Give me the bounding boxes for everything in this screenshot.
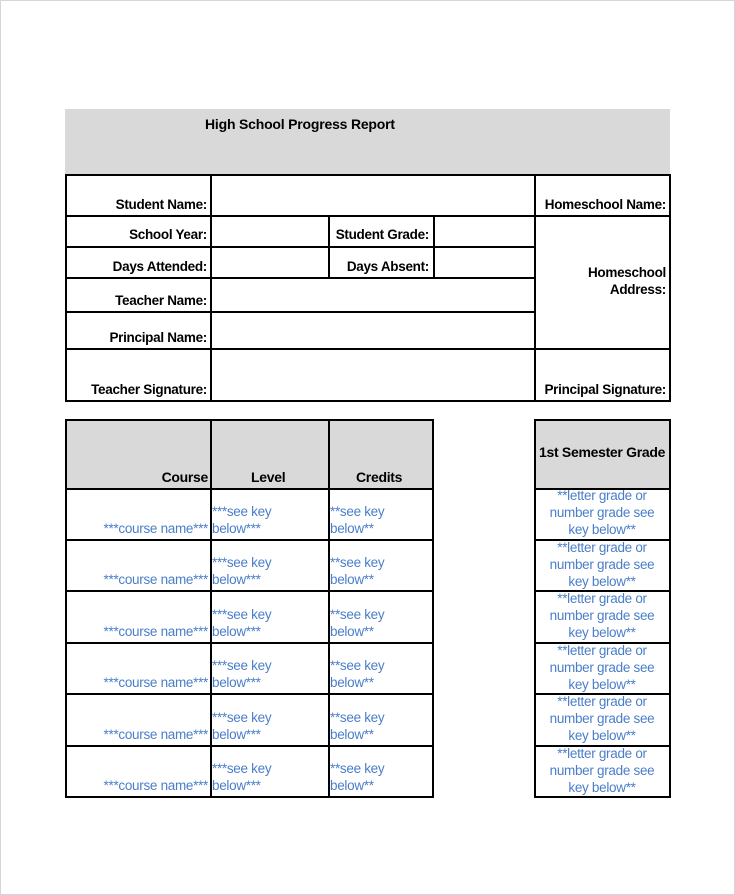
credits-placeholder-line2: below** xyxy=(330,675,374,690)
grade-placeholder-line2: number grade see xyxy=(549,608,655,623)
grade-placeholder-line3: key below** xyxy=(568,522,636,537)
grade-placeholder-line1: **letter grade or xyxy=(557,591,647,606)
grade-placeholder xyxy=(536,745,668,796)
grade-placeholder-line2: number grade see xyxy=(549,505,655,520)
credits-placeholder-line1: **see key xyxy=(330,504,385,519)
grade-placeholder xyxy=(536,693,668,744)
label-principal-name: Principal Name: xyxy=(109,330,207,345)
info-row-line-4 xyxy=(65,311,536,313)
info-row-line-3 xyxy=(65,277,536,279)
level-placeholder-line2: below*** xyxy=(212,572,261,587)
grades-header-line xyxy=(65,488,434,490)
level-placeholder-line1: ***see key xyxy=(212,555,272,570)
grade-placeholder xyxy=(536,590,668,641)
course-name-placeholder: ***course name*** xyxy=(103,778,208,793)
info-divider-labels xyxy=(210,174,212,402)
grades-border-bottom xyxy=(65,796,434,798)
info-border-left xyxy=(65,174,67,402)
grade-placeholder-line2: number grade see xyxy=(549,660,655,675)
header-semester-grade: 1st Semester Grade xyxy=(539,444,666,460)
label-student-grade: Student Grade: xyxy=(335,227,429,242)
course-name-placeholder: ***course name*** xyxy=(103,727,208,742)
grade-placeholder-line1: **letter grade or xyxy=(557,694,647,709)
grades-row-line xyxy=(65,642,434,644)
label-days-absent: Days Absent: xyxy=(346,259,429,274)
info-border-bottom xyxy=(65,400,671,402)
info-border-right xyxy=(669,174,671,402)
course-name-placeholder: ***course name*** xyxy=(103,521,208,536)
grade-placeholder xyxy=(536,539,668,590)
level-placeholder-line2: below*** xyxy=(212,521,261,536)
grades-row-line xyxy=(65,745,434,747)
grade-placeholder-line1: **letter grade or xyxy=(557,488,647,503)
label-principal-signature: Principal Signature: xyxy=(544,382,666,397)
info-border-top xyxy=(65,174,671,176)
level-placeholder-line2: below*** xyxy=(212,778,261,793)
label-homeschool-address-2: Address: xyxy=(609,282,666,297)
grade-placeholder-line1: **letter grade or xyxy=(557,643,647,658)
grade-placeholder-line1: **letter grade or xyxy=(557,746,647,761)
grades-border-top xyxy=(65,419,434,421)
credits-placeholder-line1: **see key xyxy=(330,607,385,622)
title-band xyxy=(65,109,670,174)
info-divider-right xyxy=(534,174,536,402)
credits-placeholder-line2: below** xyxy=(330,572,374,587)
level-placeholder-line1: ***see key xyxy=(212,761,272,776)
credits-placeholder-line1: **see key xyxy=(330,658,385,673)
grades-row-line xyxy=(65,693,434,695)
grade-placeholder-line2: number grade see xyxy=(549,557,655,572)
grades-row-line xyxy=(65,539,434,541)
header-level: Level xyxy=(251,469,286,485)
level-placeholder-line2: below*** xyxy=(212,624,261,639)
level-placeholder-line2: below*** xyxy=(212,727,261,742)
label-homeschool-name: Homeschool Name: xyxy=(544,197,666,212)
grade-placeholder-line3: key below** xyxy=(568,625,636,640)
credits-placeholder-line2: below** xyxy=(330,778,374,793)
grade-placeholder-line3: key below** xyxy=(568,574,636,589)
course-name-placeholder: ***course name*** xyxy=(103,675,208,690)
grades-border-right xyxy=(432,419,434,798)
grades-row-line xyxy=(65,590,434,592)
grade-placeholder xyxy=(536,487,668,538)
header-credits: Credits xyxy=(356,469,403,485)
label-days-attended: Days Attended: xyxy=(112,259,207,274)
info-row-line-1 xyxy=(65,215,671,217)
level-placeholder-line1: ***see key xyxy=(212,710,272,725)
grade-placeholder-line1: **letter grade or xyxy=(557,540,647,555)
grade-placeholder-line3: key below** xyxy=(568,780,636,795)
grade-placeholder xyxy=(536,642,668,693)
credits-placeholder-line1: **see key xyxy=(330,761,385,776)
credits-placeholder-line2: below** xyxy=(330,624,374,639)
grade-placeholder-line2: number grade see xyxy=(549,711,655,726)
info-row-line-5 xyxy=(65,348,671,350)
label-homeschool-address-1: Homeschool xyxy=(587,265,666,280)
grade-placeholder-line3: key below** xyxy=(568,677,636,692)
level-placeholder-line1: ***see key xyxy=(212,504,272,519)
credits-placeholder-line1: **see key xyxy=(330,710,385,725)
grades-border-left xyxy=(65,419,67,798)
credits-placeholder-line2: below** xyxy=(330,727,374,742)
header-course: Course xyxy=(161,469,208,485)
label-teacher-name: Teacher Name: xyxy=(115,293,207,308)
grade-placeholder-line3: key below** xyxy=(568,728,636,743)
credits-placeholder-line2: below** xyxy=(330,521,374,536)
semester-border-right xyxy=(669,419,671,798)
semester-border-top xyxy=(534,419,671,421)
info-row-line-2 xyxy=(65,246,536,248)
level-placeholder-line1: ***see key xyxy=(212,607,272,622)
label-school-year: School Year: xyxy=(129,227,207,242)
course-name-placeholder: ***course name*** xyxy=(103,572,208,587)
report-title: High School Progress Report xyxy=(205,116,395,132)
label-teacher-signature: Teacher Signature: xyxy=(91,382,207,397)
label-student-name: Student Name: xyxy=(115,197,207,212)
level-placeholder-line1: ***see key xyxy=(212,658,272,673)
semester-border-bottom xyxy=(534,796,671,798)
course-name-placeholder: ***course name*** xyxy=(103,624,208,639)
level-placeholder-line2: below*** xyxy=(212,675,261,690)
credits-placeholder-line1: **see key xyxy=(330,555,385,570)
grade-placeholder-line2: number grade see xyxy=(549,763,655,778)
